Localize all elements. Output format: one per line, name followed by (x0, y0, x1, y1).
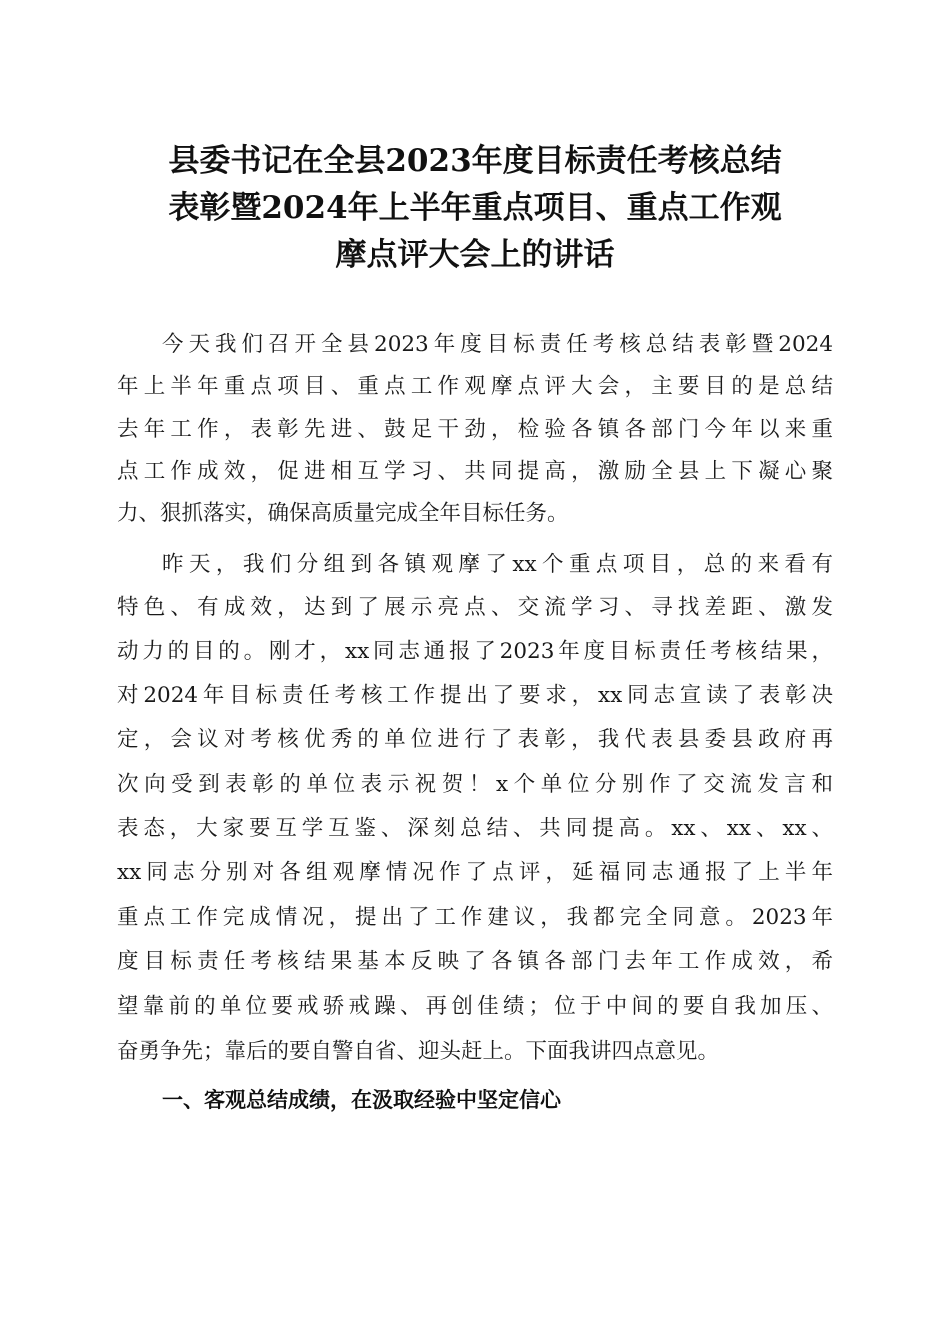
paragraph-2-line: 定，会议对考核优秀的单位进行了表彰，我代表县委县政府再 (117, 727, 833, 752)
document-title (110, 138, 840, 279)
paragraph-2-line: 对2024年目标责任考核工作提出了要求，xx同志宣读了表彰决 (117, 683, 833, 708)
paragraph-1-line: 今天我们召开全县2023年度目标责任考核总结表彰暨2024 (162, 332, 833, 357)
paragraph-2-line: 望靠前的单位要戒骄戒躁、再创佳绩；位于中间的要自我加压、 (117, 994, 833, 1019)
title-line: 表彰暨2024年上半年重点项目、重点工作观 (168, 190, 782, 226)
paragraph-2-line: 度目标责任考核结果基本反映了各镇各部门去年工作成效，希 (117, 949, 833, 974)
paragraph-2-line: 昨天，我们分组到各镇观摩了xx个重点项目，总的来看有 (162, 552, 833, 577)
title-line: 县委书记在全县2023年度目标责任考核总结 (168, 143, 782, 179)
paragraph-2-line: 动力的目的。刚才，xx同志通报了2023年度目标责任考核结果， (117, 639, 833, 664)
paragraph-2-line: 表态，大家要互学互鉴、深刻总结、共同提高。xx、xx、xx、 (117, 816, 833, 841)
paragraph-2-line: 重点工作完成情况，提出了工作建议，我都完全同意。2023年 (117, 905, 833, 930)
paragraph-2-line: xx同志分别对各组观摩情况作了点评，延福同志通报了上半年 (117, 860, 833, 885)
paragraph-2-line: 奋勇争先；靠后的要自警自省、迎头赶上。下面我讲四点意见。 (117, 1039, 720, 1064)
paragraph-2-line: 特色、有成效，达到了展示亮点、交流学习、寻找差距、激发 (117, 595, 833, 620)
paragraph-2-line: 次向受到表彰的单位表示祝贺！x个单位分别作了交流发言和 (117, 772, 833, 797)
paragraph-1-line: 去年工作，表彰先进、鼓足干劲，检验各镇各部门今年以来重 (117, 417, 833, 442)
paragraph-1-line: 力、狠抓落实，确保高质量完成全年目标任务。 (117, 501, 569, 526)
paragraph-1-line: 点工作成效，促进相互学习、共同提高，激励全县上下凝心聚 (117, 459, 833, 484)
section-heading: 一、客观总结成绩，在汲取经验中坚定信心 (162, 1088, 561, 1112)
title-line: 摩点评大会上的讲话 (335, 237, 615, 273)
paragraph-1-line: 年上半年重点项目、重点工作观摩点评大会，主要目的是总结 (117, 374, 833, 399)
